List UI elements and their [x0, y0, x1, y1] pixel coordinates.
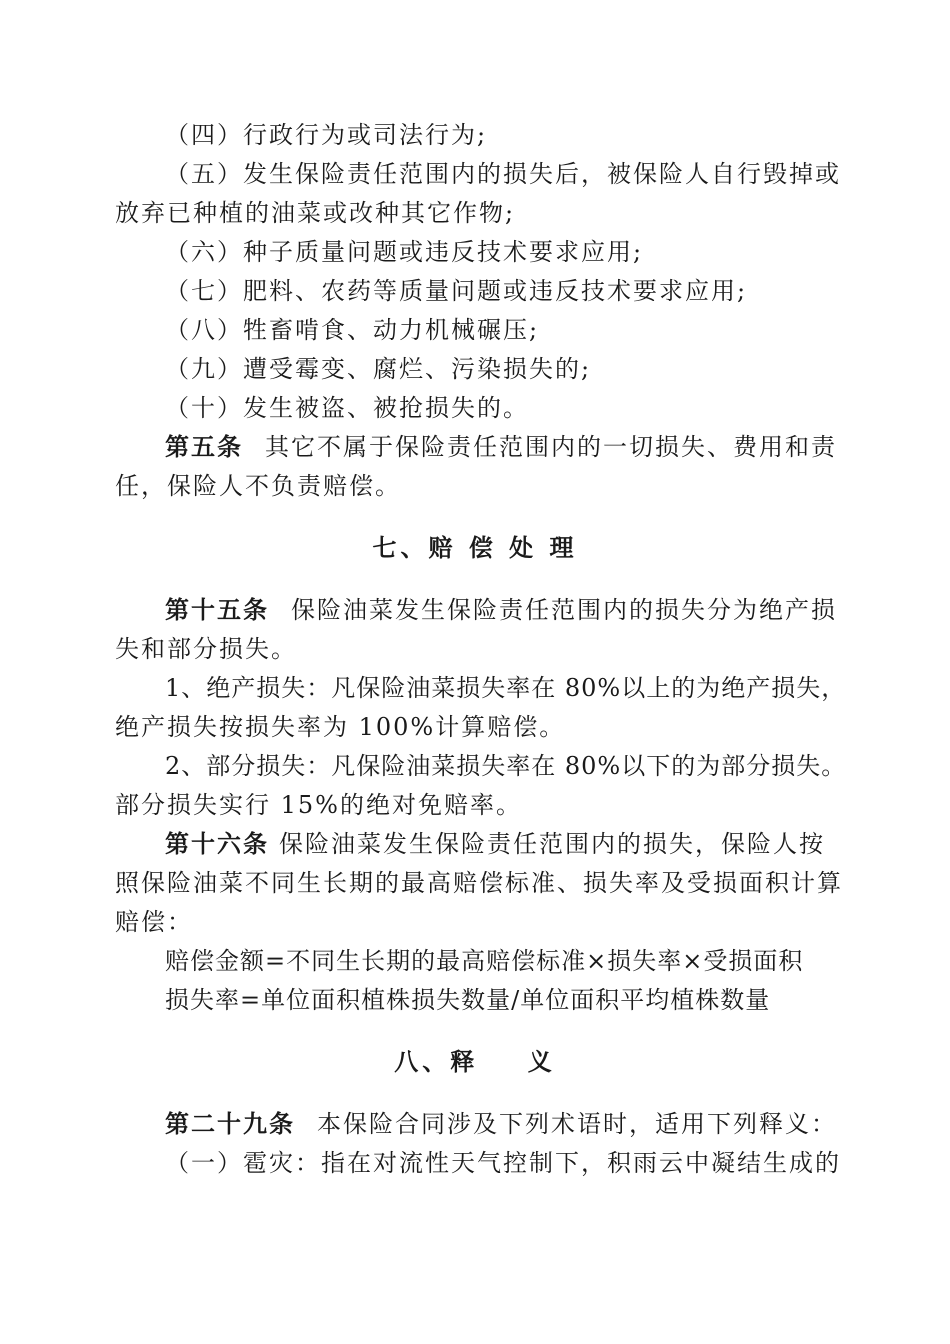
article-15-text: 保险油菜发生保险责任范围内的损失分为绝产损 — [291, 596, 837, 624]
article-16-cont-2: 赔偿： — [115, 908, 193, 936]
exclusion-item-5: （五）发生保险责任范围内的损失后，被保险人自行毁掉或 — [165, 160, 841, 188]
section-heading-7: 七、赔 偿 处 理 — [372, 533, 578, 562]
partial-loss-clause-cont: 部分损失实行 15%的绝对免赔率。 — [115, 791, 522, 819]
exclusion-item-9: （九）遭受霉变、腐烂、污染损失的; — [165, 355, 592, 383]
article-5-number: 第五条 — [165, 433, 243, 461]
article-15-number: 第十五条 — [165, 596, 269, 624]
exclusion-item-8: （八）牲畜啃食、动力机械碾压; — [165, 316, 540, 344]
total-loss-clause: 1、绝产损失：凡保险油菜损失率在 80%以上的为绝产损失， — [165, 674, 847, 702]
definition-item-1: （一）雹灾：指在对流性天气控制下，积雨云中凝结生成的 — [165, 1149, 841, 1177]
partial-loss-clause: 2、部分损失：凡保险油菜损失率在 80%以下的为部分损失。 — [165, 752, 847, 780]
article-16-text: 保险油菜发生保险责任范围内的损失，保险人按 — [279, 830, 825, 858]
exclusion-item-4: （四）行政行为或司法行为; — [165, 121, 488, 149]
article-5-text: 其它不属于保险责任范围内的一切损失、费用和责 — [265, 433, 837, 461]
total-loss-clause-cont: 绝产损失按损失率为 100%计算赔偿。 — [115, 713, 566, 741]
article-29 — [0, 1106, 950, 1142]
article-16 — [0, 826, 950, 862]
article-29-text: 本保险合同涉及下列术语时，适用下列释义： — [317, 1110, 837, 1138]
compensation-formula: 赔偿金额=不同生长期的最高赔偿标准×损失率×受损面积 — [165, 947, 804, 975]
article-16-number: 第十六条 — [165, 830, 269, 858]
article-5 — [0, 429, 950, 465]
article-5-cont: 任，保险人不负责赔偿。 — [115, 472, 401, 500]
exclusion-item-10: （十）发生被盗、被抢损失的。 — [165, 394, 529, 422]
article-29-number: 第二十九条 — [165, 1110, 295, 1138]
article-15-cont: 失和部分损失。 — [115, 635, 297, 663]
article-16-cont: 照保险油菜不同生长期的最高赔偿标准、损失率及受损面积计算 — [115, 869, 843, 897]
article-15 — [0, 592, 950, 628]
exclusion-item-6: （六）种子质量问题或违反技术要求应用; — [165, 238, 644, 266]
exclusion-item-7: （七）肥料、农药等质量问题或违反技术要求应用; — [165, 277, 748, 305]
exclusion-item-5-cont: 放弃已种植的油菜或改种其它作物; — [115, 199, 516, 227]
loss-rate-formula: 损失率=单位面积植株损失数量/单位面积平均植株数量 — [165, 986, 771, 1014]
section-heading-8: 八、释 义 — [394, 1047, 556, 1076]
